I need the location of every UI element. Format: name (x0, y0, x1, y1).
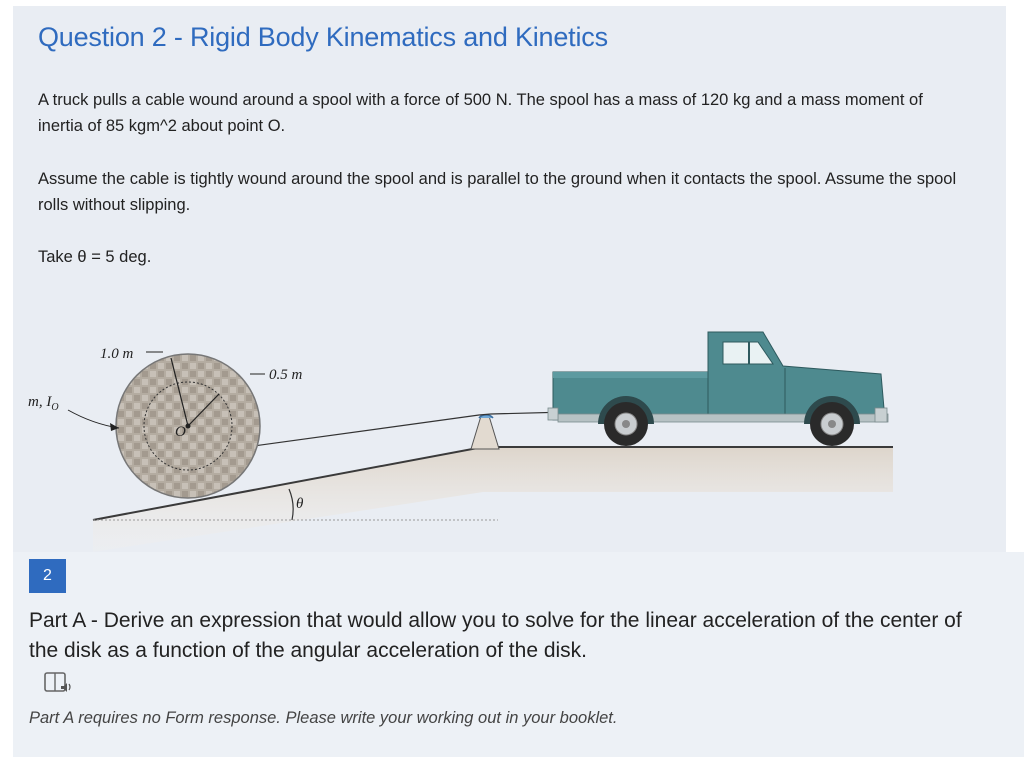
pickup-truck (548, 332, 888, 446)
question-paragraph-2: Assume the cable is tightly wound around the spool and is parallel to the ground when it contacts the spool. Assume the spool rolls without slipping. (38, 170, 957, 214)
outer-radius-label: 1.0 m (100, 346, 134, 362)
spool (116, 354, 260, 498)
spool-truck-figure (13, 306, 1006, 552)
mass-inertia-label: m, $I_O$ (28, 394, 59, 413)
question-number-badge: 2 (29, 559, 66, 593)
question-paragraph-1: A truck pulls a cable wound around a spool with a force of 500 N. The spool has a mass of 120 kg and a mass moment of inertia of 85 kgm^2 about point O. (38, 91, 923, 135)
audio-icon[interactable] (43, 670, 73, 696)
question-panel (13, 6, 1006, 552)
part-a-prompt: Part A - Derive an expression that would allow you to solve for the linear acceleration of the center of the disk as a function of the angular acceleration of the disk. (29, 609, 962, 662)
inner-radius-label: 0.5 m (269, 367, 303, 383)
part-a-note: Part A requires no Form response. Please write your working out in your booklet. (29, 709, 618, 727)
question-paragraph-3: Take θ = 5 deg. (38, 248, 152, 266)
center-label: O (175, 424, 186, 440)
part-a-panel (13, 552, 1024, 757)
angle-label: θ (296, 496, 304, 512)
question-title: Question 2 - Rigid Body Kinematics and Kinetics (38, 22, 608, 52)
